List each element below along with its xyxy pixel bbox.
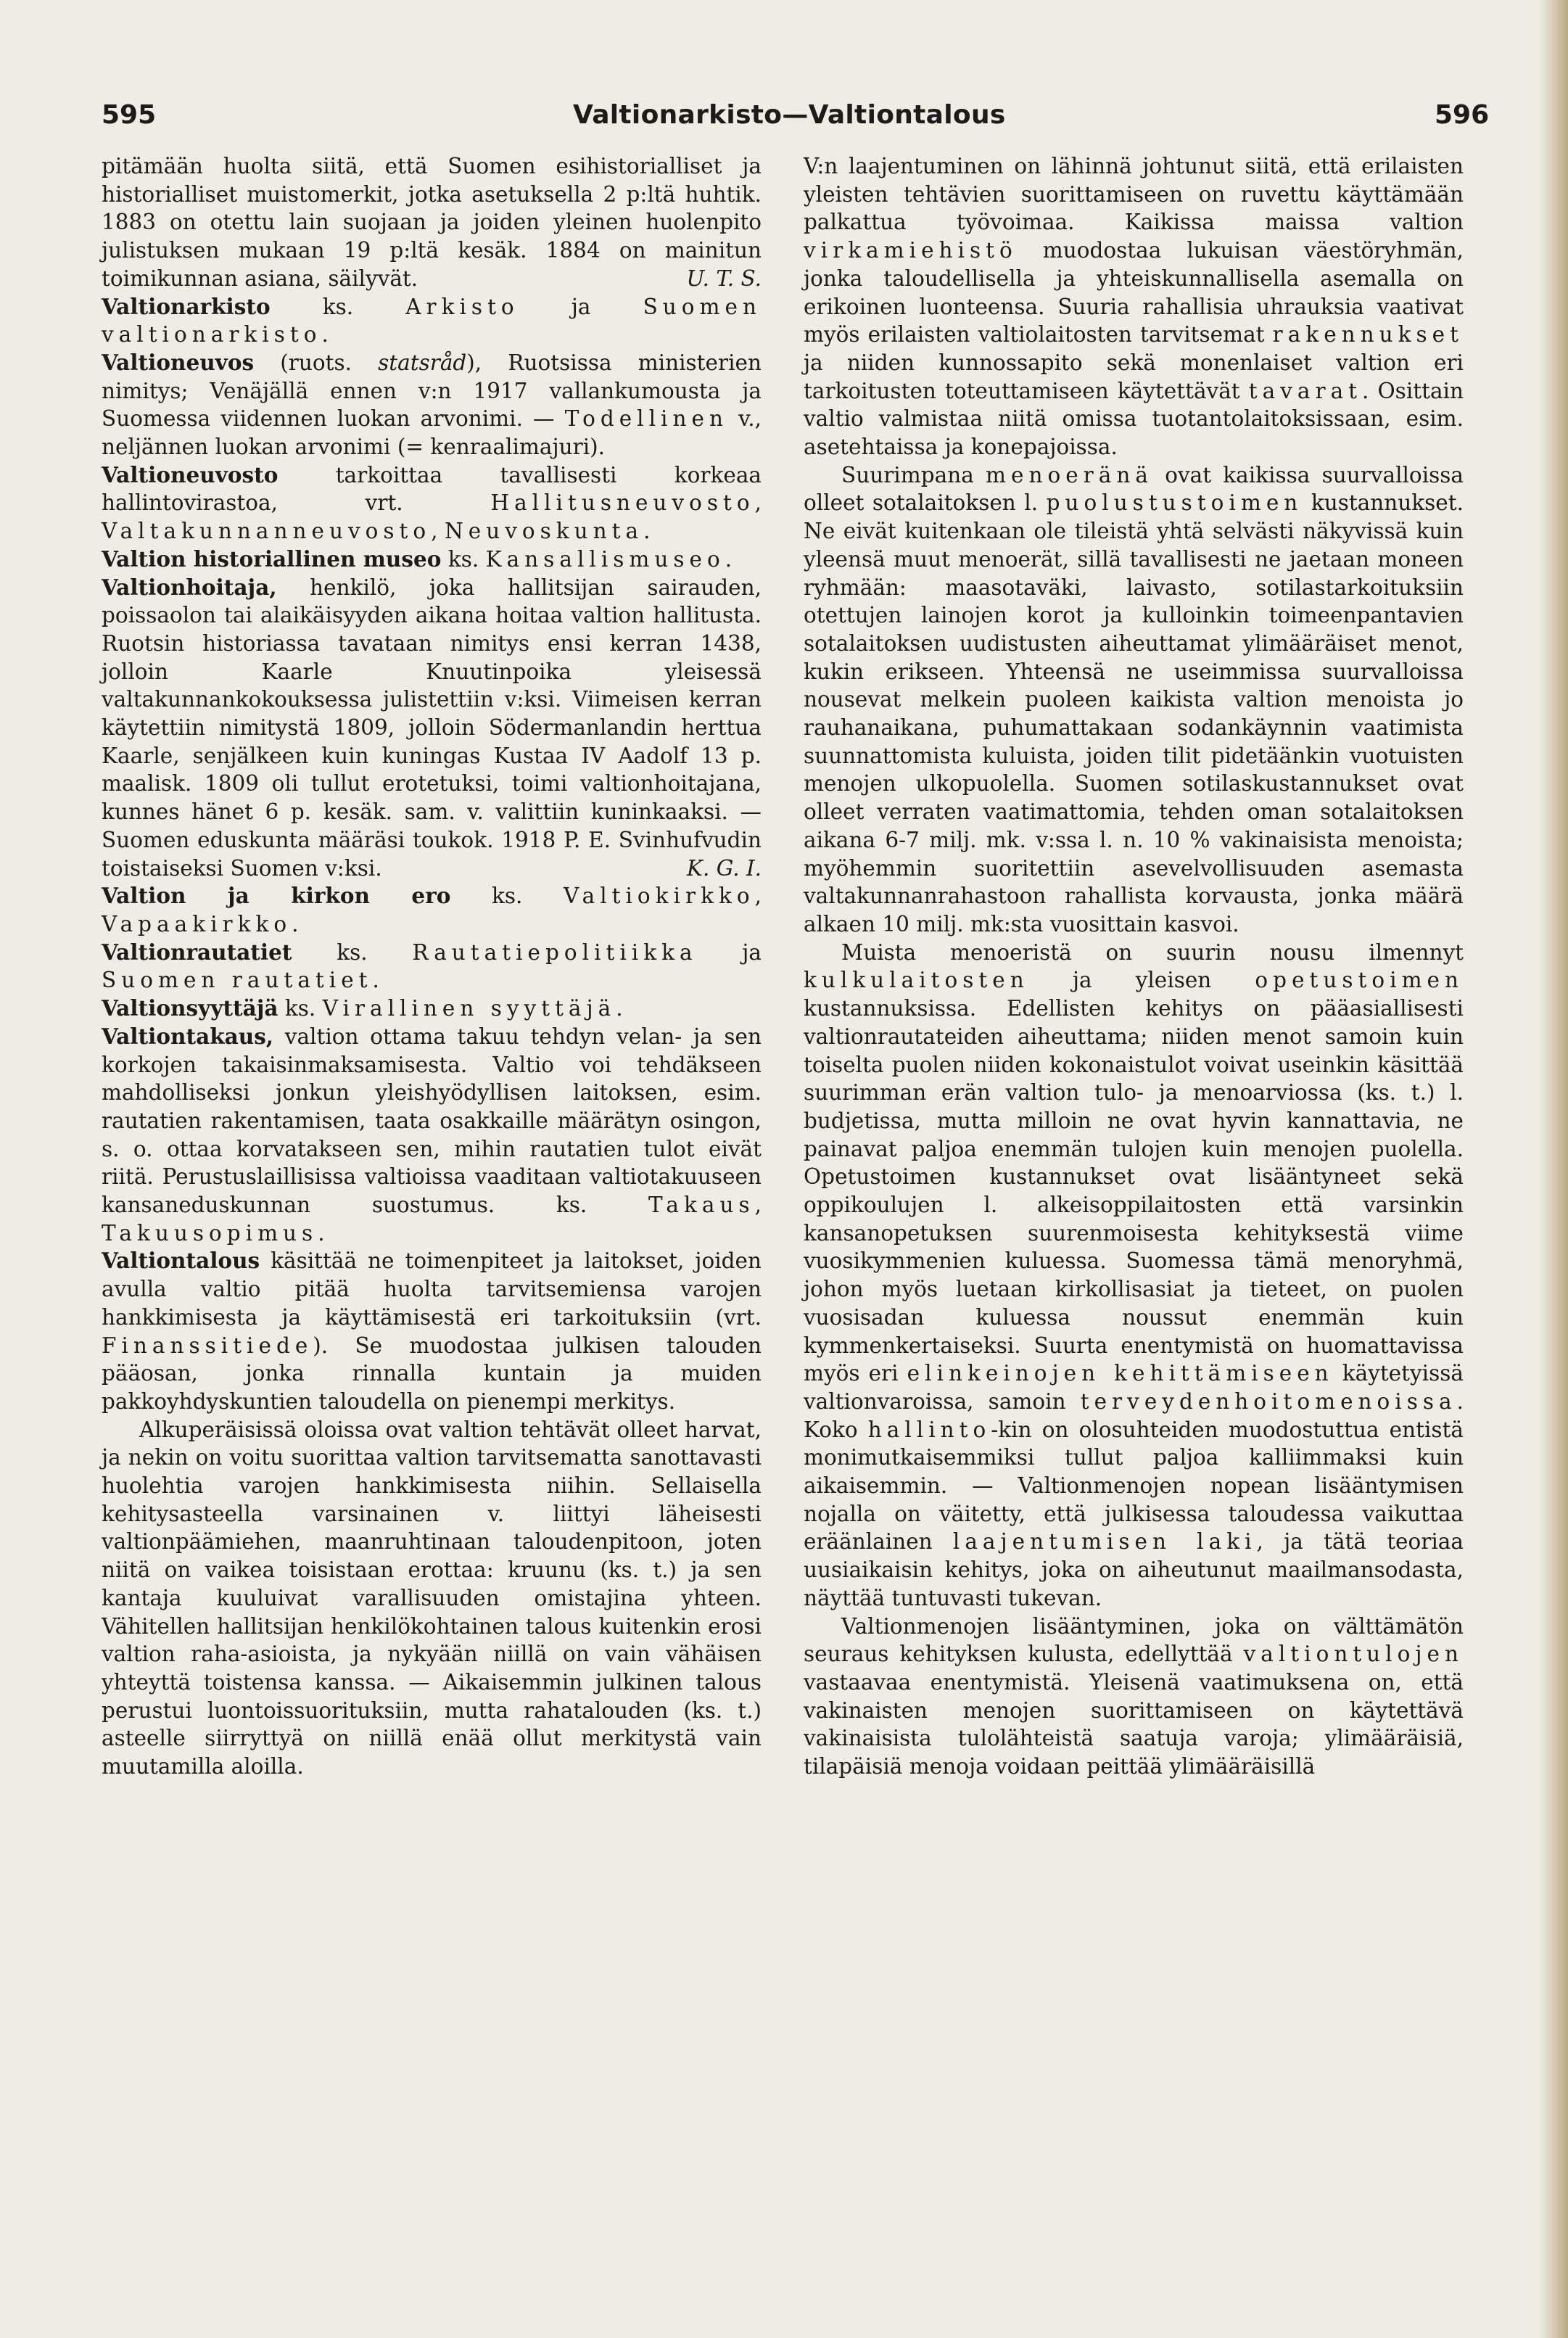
entry-text: henkilö, joka hallitsijan sairauden, poissaolon tai alaikäisyyden aikana hoitaa valtion hallitusta. Ruotsin historiassa tavataan nimitys ensi kerran 1438, jolloin Kaarle Knuutinpoika yleisessä valtakunnankokouksessa julistettiin v:ksi. Viimeisen kerran käytettiin nimitystä 1809, jolloin Södermanlandin herttua Kaarle, senjälkeen kuin kuningas Kustaa IV Aadolf 13 p. maalisk. 1809 oli tullut erotetuksi, toimi valtionhoitajana, kunnes hänet 6 p. kesäk. sam. v. valittiin kuninkaaksi. — Suomen eduskunta määräsi toukok. 1918 P. E. Svinhufvudin toistaiseksi Suomen v:ksi. xyxy=(102,575,762,881)
cross-reference: Takuusopimus xyxy=(102,1220,318,1246)
entry-text: Alkuperäisissä oloissa ovat valtion tehtävät olleet harvat, ja nekin on voitu suorittaa valtion tarvitsematta sanottavasti huolehtia varojen hankkimisesta niihin. Sellaisella kehitysasteella varsinainen v. liittyi läheisesti valtionpäämiehen, maanruhtinaan taloudenpitoon, joten niitä on vaikea toisistaan erottaa: kruunu (ks. t.) ja sen kantaja kuuluivat varallisuuden omistajina yhteen. Vähitellen hallitsijan henkilökohtainen talous kuitenkin erosi valtion raha-asioista, ja nykyään niillä on vain vähäisen yhteyttä toistensa kanssa. — Aikaisemmin julkinen talous perustui luontoissuorituksiin, mutta rahatalouden (ks. t.) asteelle siirryttyä on niillä enää ollut merkitystä vain muutamilla aloilla. xyxy=(102,1417,762,1779)
entry-text: tarkoittaa tavallisesti korkeaa hallintovirastoa, vrt. xyxy=(102,462,762,516)
headword: Valtionarkisto xyxy=(102,293,271,319)
entry-valtiontakaus: Valtiontakaus, valtion ottama takuu tehdyn velan- ja sen korkojen takaisinmaksamisesta. Valtio voi tehdäkseen mahdolliseksi jonkun yleishyödyllisen laitoksen, esim. rautatien rakentamisen, taata osakkaille määrätyn osingon, s. o. ottaa korvatakseen sen, mihin rautatien tulot eivät riitä. Perustuslaillisissa valtioissa vaaditaan valtiotakuuseen kansaneduskunnan suostumus. ks. Takaus, Takuusopimus. xyxy=(102,1023,762,1246)
author-signature: U. T. S. xyxy=(686,266,762,291)
spaced-term: terveydenhoitomenoissa xyxy=(1080,1388,1457,1414)
spaced-term: rakennukset xyxy=(1272,322,1464,347)
cross-reference: Valtiokirkko xyxy=(564,884,755,909)
spaced-term: virkamiehistö xyxy=(804,238,1018,263)
spaced-term: menoeränä xyxy=(986,462,1153,487)
spaced-term: opetustoimen xyxy=(1255,968,1464,993)
cross-reference: Todellinen xyxy=(564,406,728,432)
entry-text: vastaavaa enentymistä. Yleisenä vaatimuksena on, että vakinaisten menojen suorittamiseen on käytettävä vakinaisista tulolähteistä saatuja varoja; ylimääräisiä, tilapäisiä menoja voidaan peittää ylimääräisillä xyxy=(804,1669,1464,1779)
entry-text: kustannuksissa. Edellisten kehitys on pääasiallisesti valtionrautateiden aiheuttama; niiden menot samoin kuin toiselta puolen niiden kokonaistulot voivat useinkin käsittää suurimman erän valtion tulo- ja menoarviossa (ks. t.) l. budjetissa, mutta milloin ne ovat hyvin kannattavia, ne painavat paljoa enemmän tulojen kuin menojen puolella. Opetustoimen kustannukset ovat lisääntyneet sekä oppikoulujen l. alkeisoppilaitosten että varsinkin kansanopetuksen suurenmoisesta kehityksestä viime vuosikymmenien kuluessa. Suomessa tämä menoryhmä, johon myös luetaan kirkollisasiat ja tieteet, on puolen vuosisadan kuluessa noussut enemmän kuin kymmenkertaiseksi. Suurta enentymistä on huomattavissa myös eri xyxy=(804,996,1464,1386)
page-header xyxy=(0,100,1568,144)
page-edge xyxy=(1539,0,1568,2338)
headword: Valtioneuvosto xyxy=(102,461,278,487)
entry-valtionsyyttaja: Valtionsyyttäjä ks. Virallinen syyttäjä. xyxy=(102,995,623,1021)
entry-text: ). Se muodostaa julkisen talouden pääosan, jonka rinnalla kuntain ja muiden pakkoyhdyskuntien taloudella on pienempi merkitys. xyxy=(102,1333,762,1414)
spaced-term: puolustustoimen xyxy=(1046,490,1303,516)
entry-text: ja yleisen xyxy=(1072,968,1212,993)
spaced-term: kulkulaitosten xyxy=(804,968,1029,993)
entry-text: Valtionmenojen lisääntyminen, joka on välttämätön seuraus kehityksen kulusta, edellyttää xyxy=(804,1613,1464,1667)
entry-text: ks. xyxy=(322,294,354,319)
cross-reference: Hallitusneuvosto xyxy=(490,490,755,516)
headword: Valtion ja kirkon ero xyxy=(102,883,451,909)
paragraph-muut-menoerat xyxy=(804,939,1464,1613)
entry-text: ja xyxy=(571,294,591,319)
entry-text: käsittää ne toimenpiteet ja laitokset, joiden avulla valtio pitää huolta tarvitsemiensa varojen hankkimisesta ja käyttämisestä eri tarkoituksiin (vrt. xyxy=(102,1248,762,1330)
headword: Valtiontalous xyxy=(102,1248,260,1274)
right-column xyxy=(804,152,1464,1781)
paragraph-laajentuminen xyxy=(804,152,1464,461)
entry-valtionrautatiet: Valtionrautatiet ks. Rautatiepolitiikka ja Suomen rautatiet. xyxy=(102,939,762,993)
page-number-left: 595 xyxy=(102,100,157,130)
cross-reference: Takaus xyxy=(648,1193,755,1218)
entry-kirkon-ero: Valtion ja kirkon ero ks. Valtiokirkko, Vapaakirkko. xyxy=(102,883,762,937)
spaced-term: tavarat xyxy=(1248,378,1363,403)
entry-text: pitämään huolta siitä, että Suomen esihistorialliset ja historialliset muistomerkit, jotka asetuksella 2 p:ltä huhtik. 1883 on otettu lain suojaan ja joiden yleinen huolenpito julistuksen mukaan 19 p:ltä kesäk. 1884 on mainitun toimikunnan asiana, säilyvät. xyxy=(102,154,762,291)
entry-text: kustannukset. Ne eivät kuitenkaan ole tileistä yhtä selvästi näkyvissä kuin yleensä muut menoerät, sillä tavallisesti ne jaetaan moneen ryhmään: maasotaväki, laivasto, sotilastarkoituksiin otettujen lainojen korot ja kulloinkin toimeenpantavien sotalaitoksen uudistusten aiheuttamat ylimääräiset menot, kukin erikseen. Yhteensä ne useimmissa suurvalloissa nousevat melkein puoleen kaikista valtion menoista jo rauhanaikana, puhumattakaan sodankäynnin vaatimista suunnattomista kuluista, joiden tilit pidetäänkin vuotuisten menojen ulkopuolella. Suomen sotilaskustannukset ovat olleet verraten vaatimattomia, tehden oman sotalaitoksen aikana 6-7 milj. mk. v:ssa l. n. 10 % vakinaisista menoista; myöhemmin suoritettiin asevelvollisuuden asemasta valtakunnanrahastoon rahallista korvausta, jonka määrä alkaen 10 milj. mk:sta vuosittain kasvoi. xyxy=(804,490,1464,937)
cross-reference: Neuvoskunta xyxy=(444,519,644,544)
entry-text: ovat kaikissa suurvalloissa olleet sotalaitoksen l. xyxy=(804,462,1464,516)
cross-reference: Virallinen syyttäjä xyxy=(322,996,616,1021)
headword: Valtionsyyttäjä xyxy=(102,995,278,1021)
entry-text: käytetyissä valtionvaroissa, samoin xyxy=(804,1361,1464,1414)
entry-valtioneuvos xyxy=(102,349,762,461)
spaced-term: laajentumisen laki xyxy=(952,1529,1257,1555)
headword: Valtionrautatiet xyxy=(102,939,292,965)
paragraph-tulot xyxy=(804,1613,1464,1781)
headword: Valtion historiallinen museo xyxy=(102,546,442,572)
left-column xyxy=(102,152,762,1781)
spaced-term: elinkeinojen kehittämiseen xyxy=(907,1361,1334,1386)
entry-valtiontalous xyxy=(102,1247,762,1415)
spaced-term: hallinto xyxy=(867,1417,991,1442)
spaced-term: valtiontulojen xyxy=(1243,1642,1464,1667)
page-number-right: 596 xyxy=(1435,100,1490,130)
entry-historiallinen-museo: Valtion historiallinen museo ks. Kansallismuseo. xyxy=(102,546,733,572)
entry-text: Suurimpana xyxy=(841,462,974,487)
entry-valtioneuvosto: Valtioneuvosto tarkoittaa tavallisesti korkeaa hallintovirastoa, vrt. Hallitusneuvosto, Valtakunnanneuvosto, Neuvoskunta. xyxy=(102,461,762,544)
cross-reference: Finanssitiede xyxy=(102,1333,313,1358)
headword: Valtioneuvos xyxy=(102,349,255,375)
entry-text: V:n laajentuminen on lähinnä johtunut siitä, että erilaisten yleisten tehtävien suorittamiseen on ruvettu käyttämään palkattua työvoimaa. Kaikissa maissa valtion xyxy=(804,154,1464,235)
cross-reference: Vapaakirkko xyxy=(102,911,292,937)
cross-reference: Kansallismuseo xyxy=(485,546,725,572)
entry-text: ks. xyxy=(492,884,523,909)
entry-text: v., neljännen luokan arvonimi (= kenraalimajuri). xyxy=(102,406,762,460)
cross-reference: Suomen rautatiet xyxy=(102,968,373,993)
entry-text: ks. xyxy=(337,939,368,965)
entry-continuation xyxy=(102,152,762,293)
foreign-term: statsråd xyxy=(378,350,467,375)
entry-text: Muista menoeristä on suurin nousu ilmennyt xyxy=(841,939,1464,965)
entry-text: . Koko xyxy=(804,1388,1464,1442)
entry-text: ), Ruotsissa ministerien nimitys; Venäjällä ennen v:n 1917 vallankumousta ja Suomessa viidennen luokan arvonimi. — xyxy=(102,350,762,432)
entry-text: . Osittain valtio valmistaa niitä omissa tuotantolaitoksissaan, esim. asetehtaissa ja konepajoissa. xyxy=(804,378,1464,460)
entry-valtionarkisto xyxy=(102,293,762,349)
cross-reference: Arkisto xyxy=(405,294,519,319)
paragraph-menoerat xyxy=(804,461,1464,939)
cross-reference: Valtakunnanneuvosto xyxy=(102,519,432,544)
entry-text: ks. xyxy=(447,546,479,572)
paragraph-alkuperaisissa xyxy=(102,1416,762,1781)
author-signature: K. G. I. xyxy=(686,855,762,881)
running-title: Valtionarkisto—Valtiontalous xyxy=(573,100,1006,130)
entry-text: ja niiden kunnossapito sekä monenlaiset valtion eri tarkoitusten toteuttamiseen käytettävät xyxy=(804,350,1464,403)
entry-valtionhoitaja xyxy=(102,574,762,883)
cross-reference: Rautatiepolitiikka xyxy=(412,939,698,965)
headword: Valtiontakaus, xyxy=(102,1023,274,1049)
entry-text: ja xyxy=(742,939,762,965)
cross-reference: Suomen valtionarkisto xyxy=(102,294,762,347)
entry-text: valtion ottama takuu tehdyn velan- ja sen korkojen takaisinmaksamisesta. Valtio voi tehdäkseen mahdolliseksi jonkun yleishyödyllisen laitoksen, esim. rautatien rakentamisen, taata osakkaille määrätyn osingon, s. o. ottaa korvatakseen sen, mihin rautatien tulot eivät riitä. Perustuslaillisissa valtioissa vaaditaan valtiotakuuseen kansaneduskunnan suostumus. ks. xyxy=(102,1024,762,1218)
headword: Valtionhoitaja, xyxy=(102,574,277,600)
entry-text: . xyxy=(321,322,329,347)
entry-text: -kin on olosuhteiden muodostuttua entistä monimutkaisemmiksi tullut paljoa kalliimmaksi kuin aikaisemmin. — Valtionmenojen nopean lisääntymisen nojalla on väitetty, että julkisessa taloudessa vaikuttaa eräänlainen xyxy=(804,1417,1464,1555)
entry-text: (ruots. xyxy=(280,350,352,375)
entry-text: ks. xyxy=(284,996,316,1021)
entry-text: , ja tätä teoriaa uusiaikaisin kehitys, joka on aiheutunut maailmansodasta, näyttää tuntuvasti tukevan. xyxy=(804,1529,1464,1610)
entry-text: muodostaa lukuisan väestöryhmän, jonka taloudellisella ja yhteiskunnallisella asemalla on erikoinen luonteensa. Suuria rahallisia uhrauksia vaativat myös erilaisten valtiolaitosten tarvitsemat xyxy=(804,238,1464,347)
